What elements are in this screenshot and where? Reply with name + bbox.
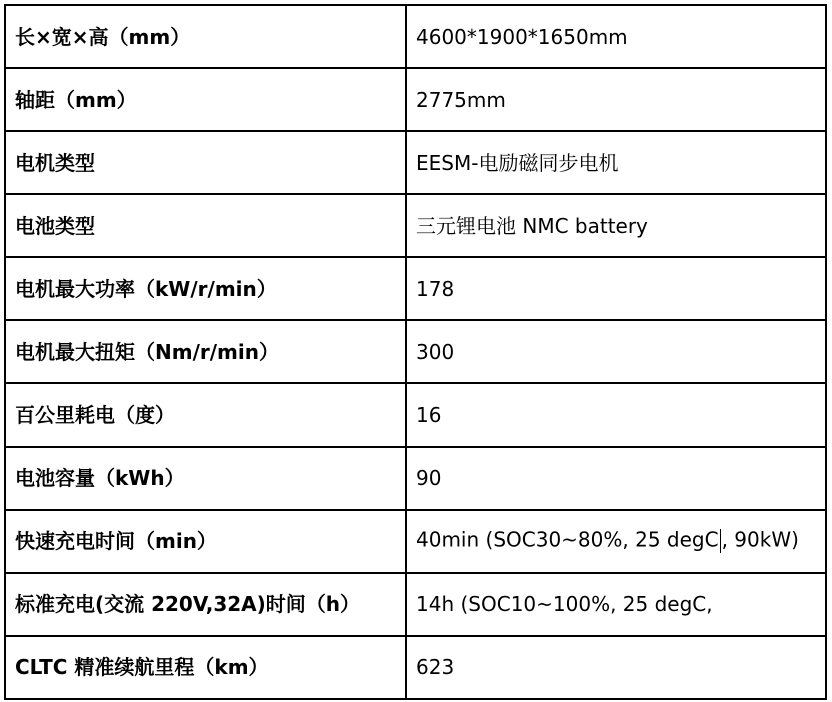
table-row — [5, 5, 826, 68]
spec-value-dimensions[interactable]: 4600*1900*1650mm — [406, 5, 826, 68]
table-row — [5, 383, 826, 446]
spec-label-energy-consumption[interactable]: 百公里耗电（度） — [5, 383, 406, 446]
spec-label-max-torque[interactable]: 电机最大扭矩（Nm/r/min） — [5, 320, 406, 383]
table-row — [5, 131, 826, 194]
table-row — [5, 320, 826, 383]
spec-value-battery-type[interactable]: 三元锂电池 NMC battery — [406, 194, 826, 257]
spec-table — [4, 4, 827, 700]
table-row — [5, 636, 826, 699]
spec-value-max-torque[interactable]: 300 — [406, 320, 826, 383]
spec-label-cltc-range[interactable]: CLTC 精准续航里程（km） — [5, 636, 406, 699]
table-row — [5, 257, 826, 320]
fast-charge-text-before-cursor: 40min (SOC30~80%, 25 degC — [416, 527, 719, 552]
spec-label-max-power[interactable]: 电机最大功率（kW/r/min） — [5, 257, 406, 320]
table-row — [5, 447, 826, 510]
spec-label-wheelbase[interactable]: 轴距（mm） — [5, 68, 406, 131]
spec-value-wheelbase[interactable]: 2775mm — [406, 68, 826, 131]
spec-value-cltc-range[interactable]: 623 — [406, 636, 826, 699]
spec-label-standard-charge-time[interactable]: 标准充电(交流 220V,32A)时间（h） — [5, 573, 406, 636]
spec-label-dimensions[interactable]: 长×宽×高（mm） — [5, 5, 406, 68]
table-row — [5, 68, 826, 131]
text-cursor — [720, 529, 721, 553]
spec-label-battery-type[interactable]: 电池类型 — [5, 194, 406, 257]
table-row — [5, 510, 826, 573]
table-row — [5, 194, 826, 257]
spec-value-energy-consumption[interactable]: 16 — [406, 383, 826, 446]
spec-value-fast-charge-time[interactable] — [406, 510, 826, 573]
spec-label-battery-capacity[interactable]: 电池容量（kWh） — [5, 447, 406, 510]
fast-charge-text-after-cursor: , 90kW) — [721, 527, 799, 552]
spec-value-standard-charge-time[interactable]: 14h (SOC10~100%, 25 degC, — [406, 573, 826, 636]
spec-value-motor-type[interactable]: EESM-电励磁同步电机 — [406, 131, 826, 194]
table-row — [5, 573, 826, 636]
spec-value-battery-capacity[interactable]: 90 — [406, 447, 826, 510]
spec-label-fast-charge-time[interactable]: 快速充电时间（min） — [5, 510, 406, 573]
spec-value-max-power[interactable]: 178 — [406, 257, 826, 320]
spec-label-motor-type[interactable]: 电机类型 — [5, 131, 406, 194]
